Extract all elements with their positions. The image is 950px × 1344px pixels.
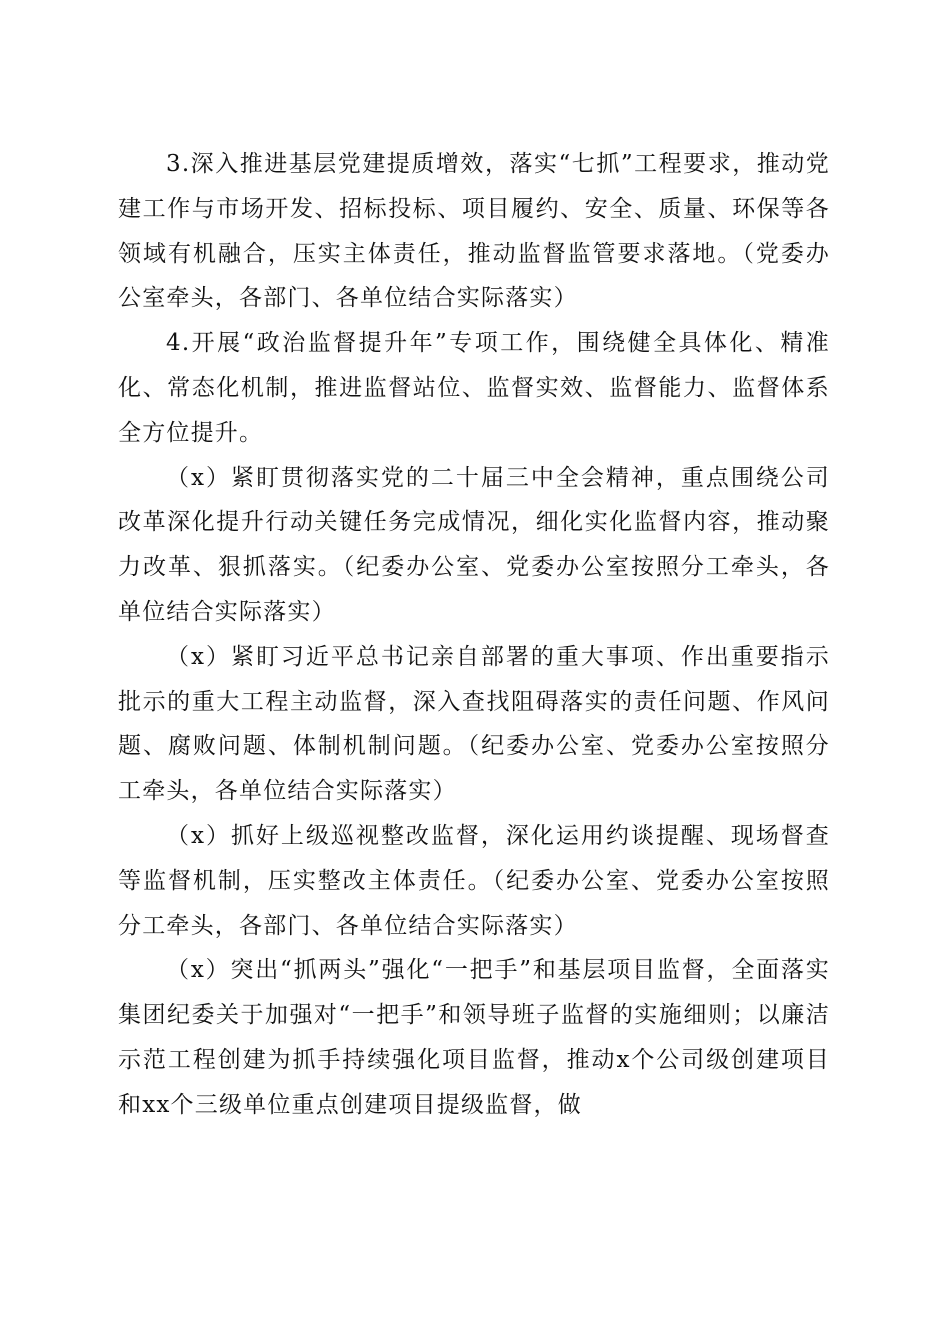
document-body [118,142,830,1128]
paragraph-subitem-major-projects: （x）紧盯习近平总书记亲自部署的重大事项、作出重要指示批示的重大工程主动监督，深入查找阻碍落实的责任问题、作风问题、腐败问题、体制机制问题。（纪委办公室、党委办公室按照分工牵头，各单位结合实际落实） [118,643,830,805]
paragraph-item-3: 3.深入推进基层党建提质增效，落实“七抓”工程要求，推动党建工作与市场开发、招标投标、项目履约、安全、质量、环保等各领域有机融合，压实主体责任，推动监督监管要求落地。（党委办公室牵头，各部门、各单位结合实际落实） [118,151,830,312]
paragraph-subitem-reform: （x）紧盯贯彻落实党的二十届三中全会精神，重点围绕公司改革深化提升行动关键任务完成情况，细化实化监督内容，推动聚力改革、狠抓落实。（纪委办公室、党委办公室按照分工牵头，各单位结合实际落实） [118,464,830,625]
paragraph-subitem-leadership-supervision: （x）突出“抓两头”强化“一把手”和基层项目监督，全面落实集团纪委关于加强对“一把手”和领导班子监督的实施细则；以廉洁示范工程创建为抓手持续强化项目监督，推动x个公司级创建项目和xx个三级单位重点创建项目提级监督，做 [118,957,830,1118]
paragraph-subitem-inspection-rectification: （x）抓好上级巡视整改监督，深化运用约谈提醒、现场督查等监督机制，压实整改主体责任。（纪委办公室、党委办公室按照分工牵头，各部门、各单位结合实际落实） [118,822,830,939]
paragraph-item-4: 4.开展“政治监督提升年”专项工作，围绕健全具体化、精准化、常态化机制，推进监督站位、监督实效、监督能力、监督体系全方位提升。 [118,330,830,446]
